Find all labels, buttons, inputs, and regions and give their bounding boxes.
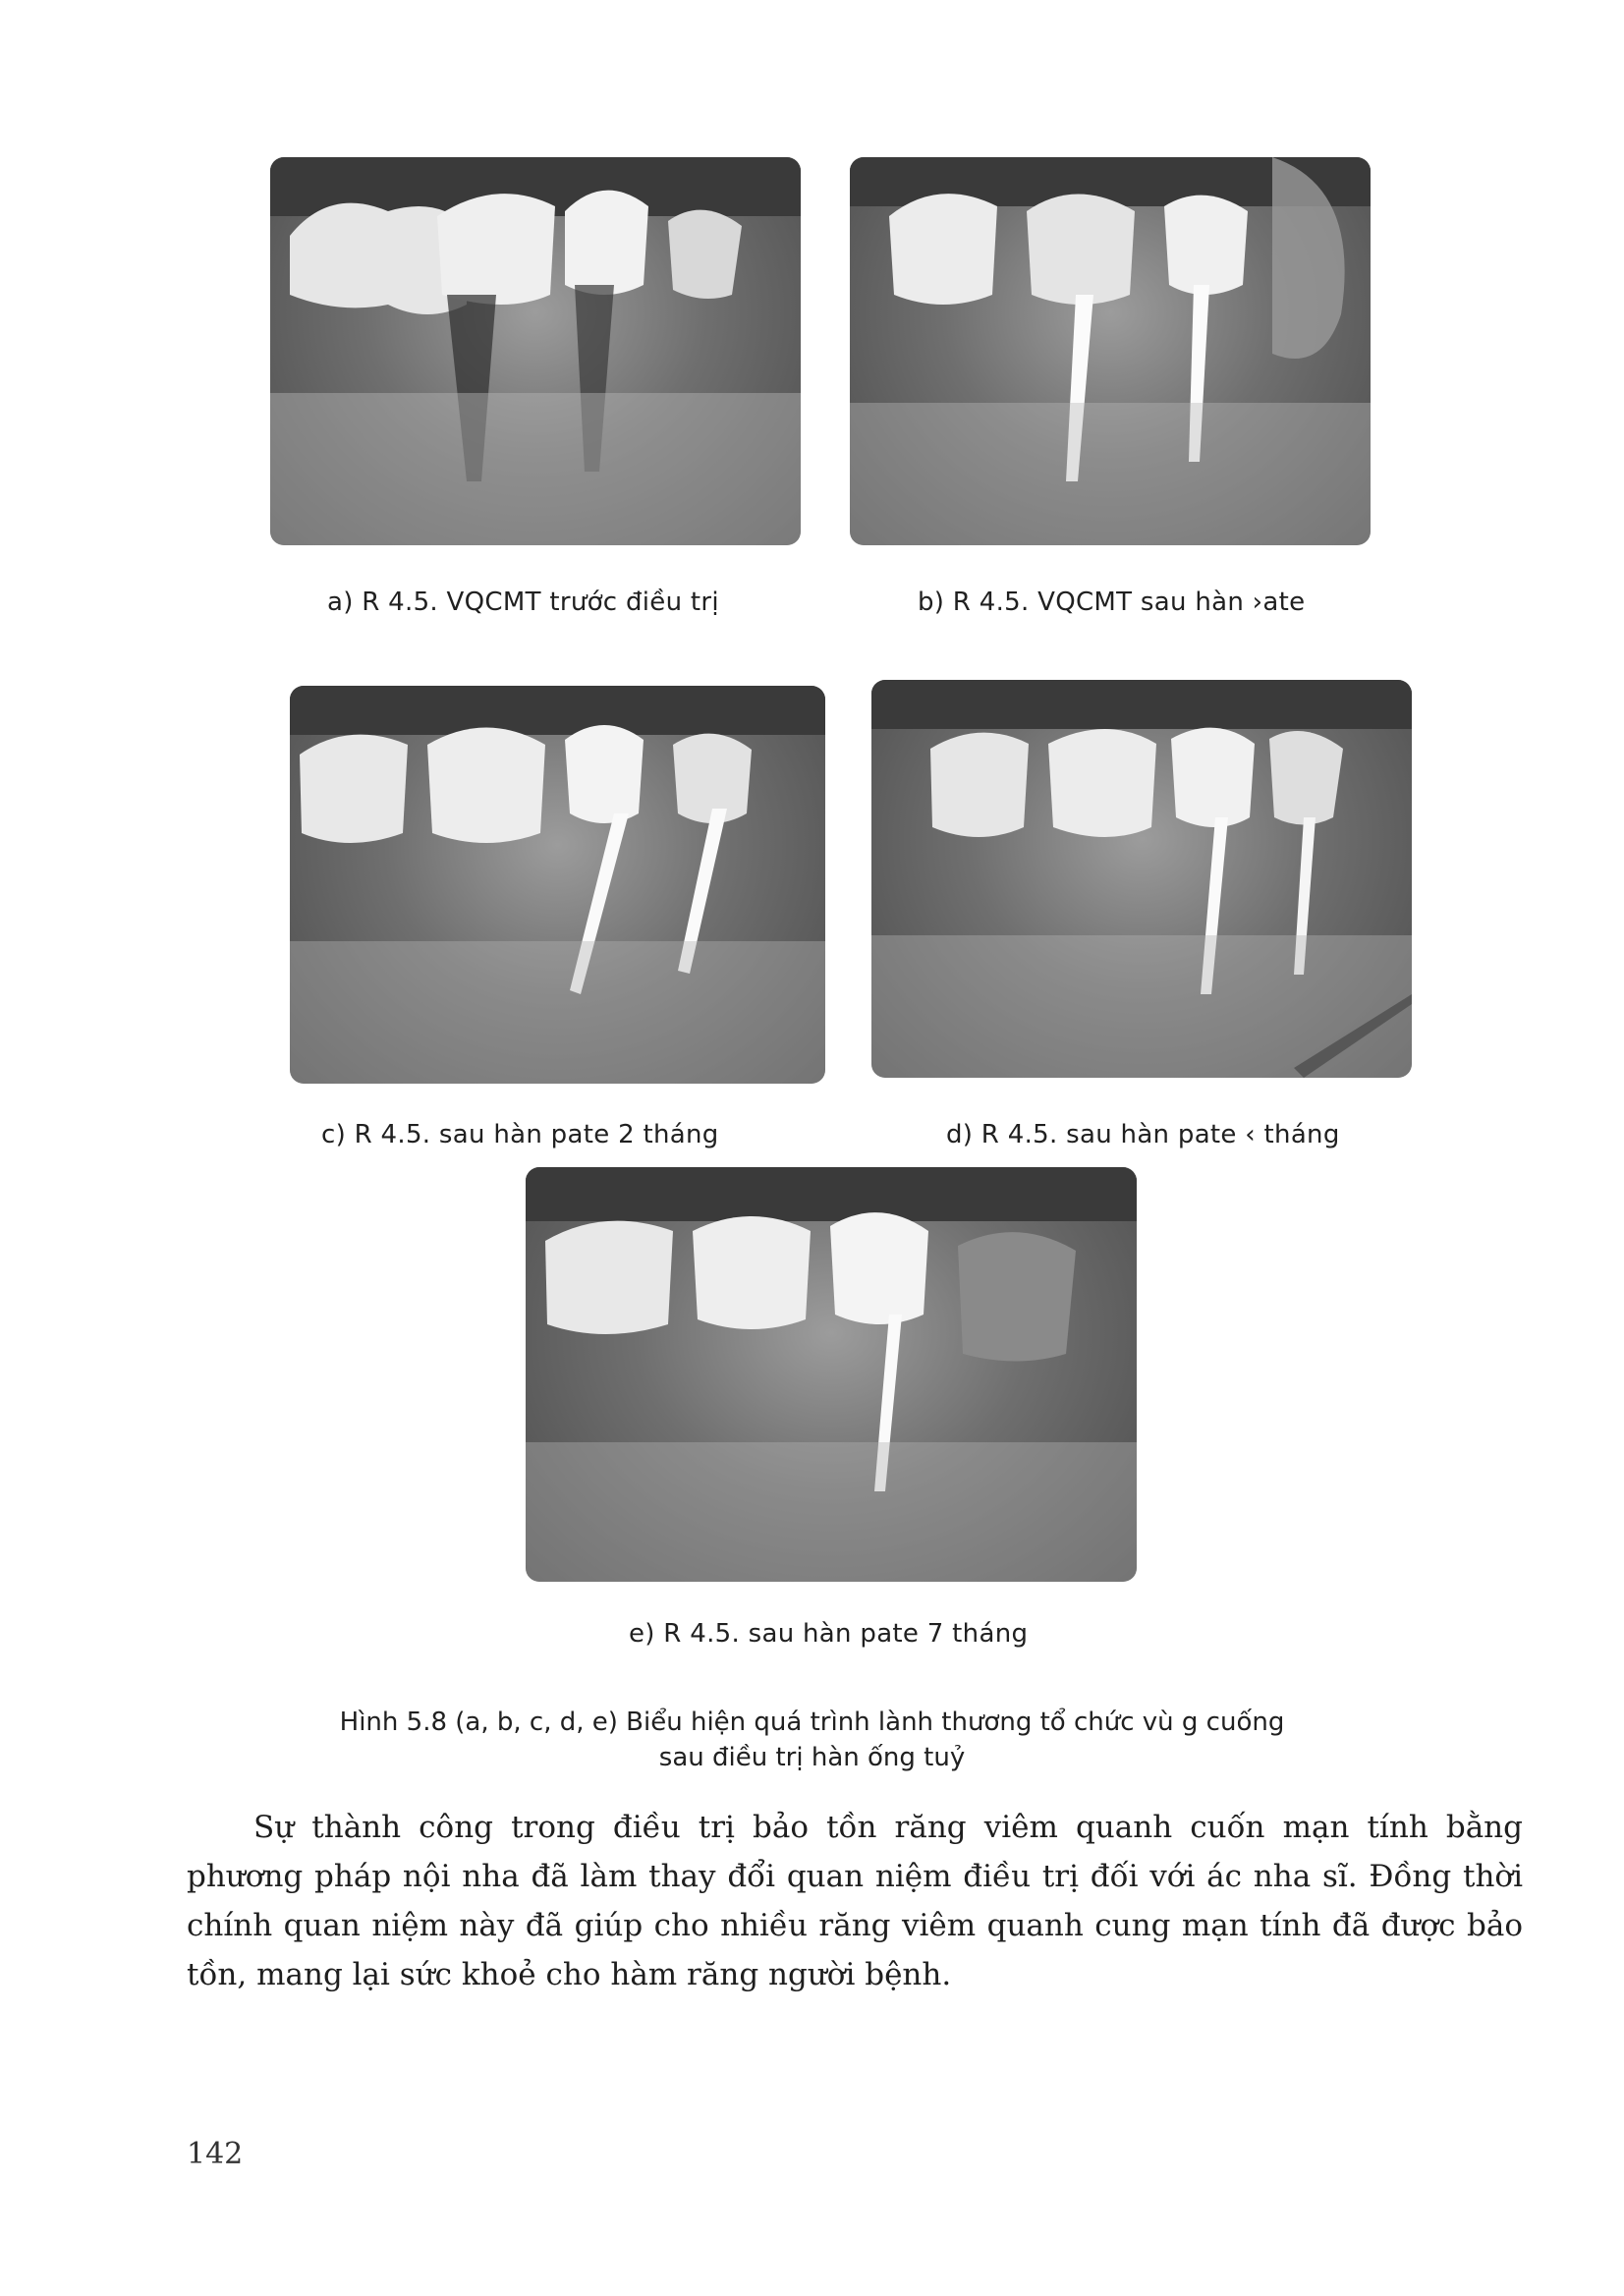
caption-e: e) R 4.5. sau hàn pate 7 tháng (629, 1619, 1029, 1649)
caption-a: a) R 4.5. VQCMT trước điều trị (327, 588, 719, 617)
paragraph-text: Sự thành công trong điều trị bảo tồn răng viêm quanh cuốn mạn tính bằng phương pháp nội nha đã làm thay đổi quan niệm điều trị đối với ác nha sĩ. Đồng thời chính quan niệm này đã giúp cho nhiều răng viêm quanh cung mạn tính đã được bảo tồn, mang lại sức khoẻ cho hàm răng người bệnh. (187, 1810, 1523, 1992)
figure-title (0, 1705, 1624, 1775)
caption-b: b) R 4.5. VQCMT sau hàn ›ate (918, 588, 1306, 617)
xray-image-b (850, 157, 1371, 545)
xray-image-a (270, 157, 801, 545)
xray-image-d (871, 680, 1412, 1078)
body-paragraph (187, 1803, 1523, 1999)
caption-c: c) R 4.5. sau hàn pate 2 tháng (321, 1120, 719, 1149)
caption-d: d) R 4.5. sau hàn pate ‹ tháng (946, 1120, 1340, 1149)
figure-title-line2: sau điều trị hàn ống tuỷ (658, 1743, 966, 1772)
xray-image-c (290, 686, 825, 1084)
figure-title-line1: Hình 5.8 (a, b, c, d, e) Biểu hiện quá trình lành thương tổ chức vù g cuống (339, 1708, 1285, 1737)
page-number: 142 (187, 2137, 244, 2171)
xray-image-e (526, 1167, 1137, 1582)
